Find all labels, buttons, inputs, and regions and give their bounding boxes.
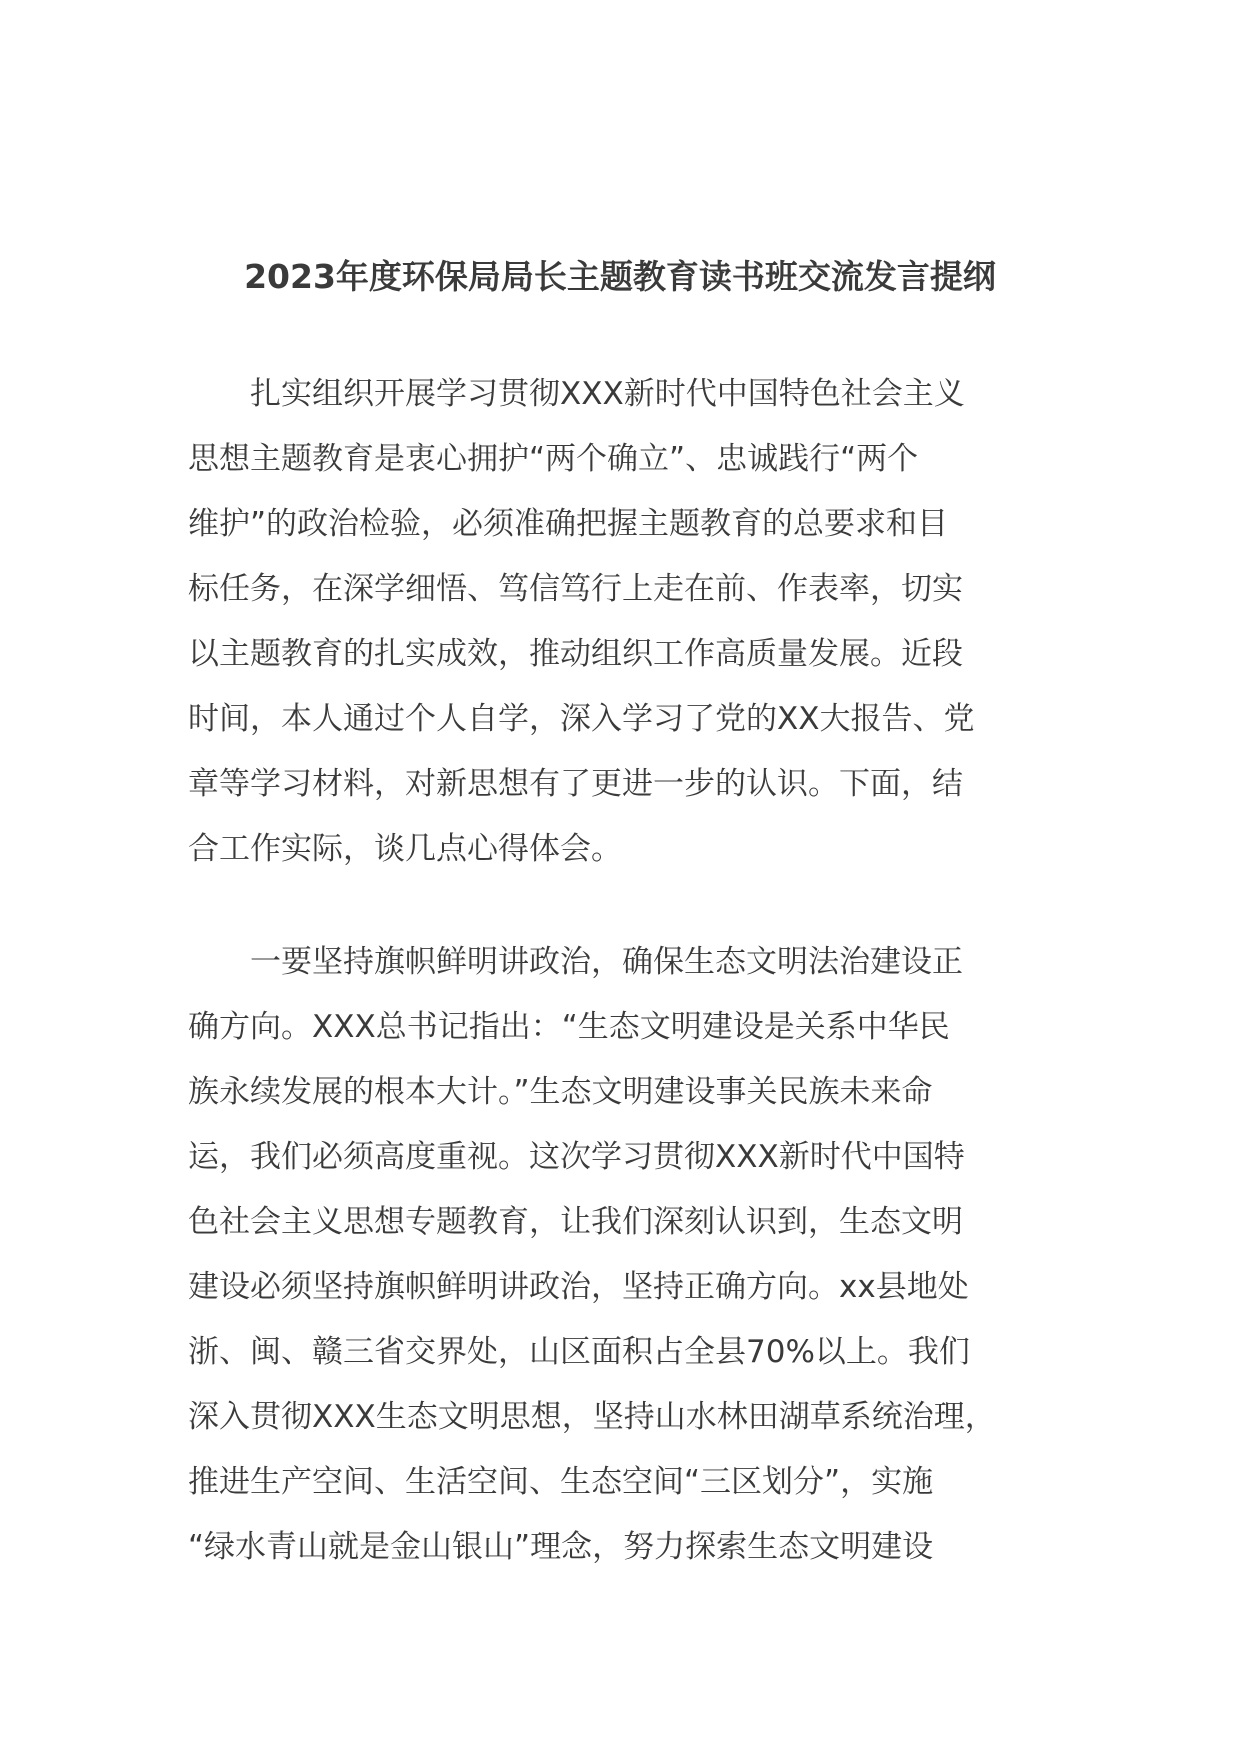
text-line: 运，我们必须高度重视。这次学习贯彻XXX新时代中国特 — [188, 1139, 965, 1175]
paragraph-intro — [188, 362, 1068, 882]
text-line: 深入贯彻XXX生态文明思想，坚持山水林田湖草系统治理， — [188, 1399, 996, 1435]
text-line: “绿水青山就是金山银山”理念，努力探索生态文明建设 — [188, 1529, 934, 1565]
text-line: 建设必须坚持旗帜鲜明讲政治，坚持正确方向。xx县地处 — [188, 1269, 969, 1305]
text-line: 推进生产空间、生活空间、生态空间“三区划分”，实施 — [188, 1464, 934, 1500]
text-line: 一要坚持旗帜鲜明讲政治，确保生态文明法治建设正 — [188, 944, 963, 980]
text-line: 合工作实际，谈几点心得体会。 — [188, 831, 622, 867]
text-line: 标任务，在深学细悟、笃信笃行上走在前、作表率，切实 — [188, 571, 963, 607]
text-line: 维护”的政治检验，必须准确把握主题教育的总要求和目 — [188, 506, 949, 542]
text-line: 扎实组织开展学习贯彻XXX新时代中国特色社会主义 — [188, 376, 965, 412]
text-line: 确方向。XXX总书记指出：“生态文明建设是关系中华民 — [188, 1009, 950, 1045]
text-line: 浙、闽、赣三省交界处，山区面积占全县70%以上。我们 — [188, 1334, 970, 1370]
text-line: 思想主题教育是衷心拥护“两个确立”、忠诚践行“两个 — [188, 441, 919, 477]
document-title: 2023年度环保局局长主题教育读书班交流发言提纲 — [244, 257, 996, 296]
text-line: 族永续发展的根本大计。”生态文明建设事关民族未来命 — [188, 1074, 933, 1110]
text-line: 章等学习材料，对新思想有了更进一步的认识。下面，结 — [188, 766, 963, 802]
text-line: 时间，本人通过个人自学，深入学习了党的XX大报告、党 — [188, 701, 975, 737]
text-line: 以主题教育的扎实成效，推动组织工作高质量发展。近段 — [188, 636, 963, 672]
paragraph-point-one — [188, 930, 1068, 1580]
text-line: 色社会主义思想专题教育，让我们深刻认识到，生态文明 — [188, 1204, 963, 1240]
